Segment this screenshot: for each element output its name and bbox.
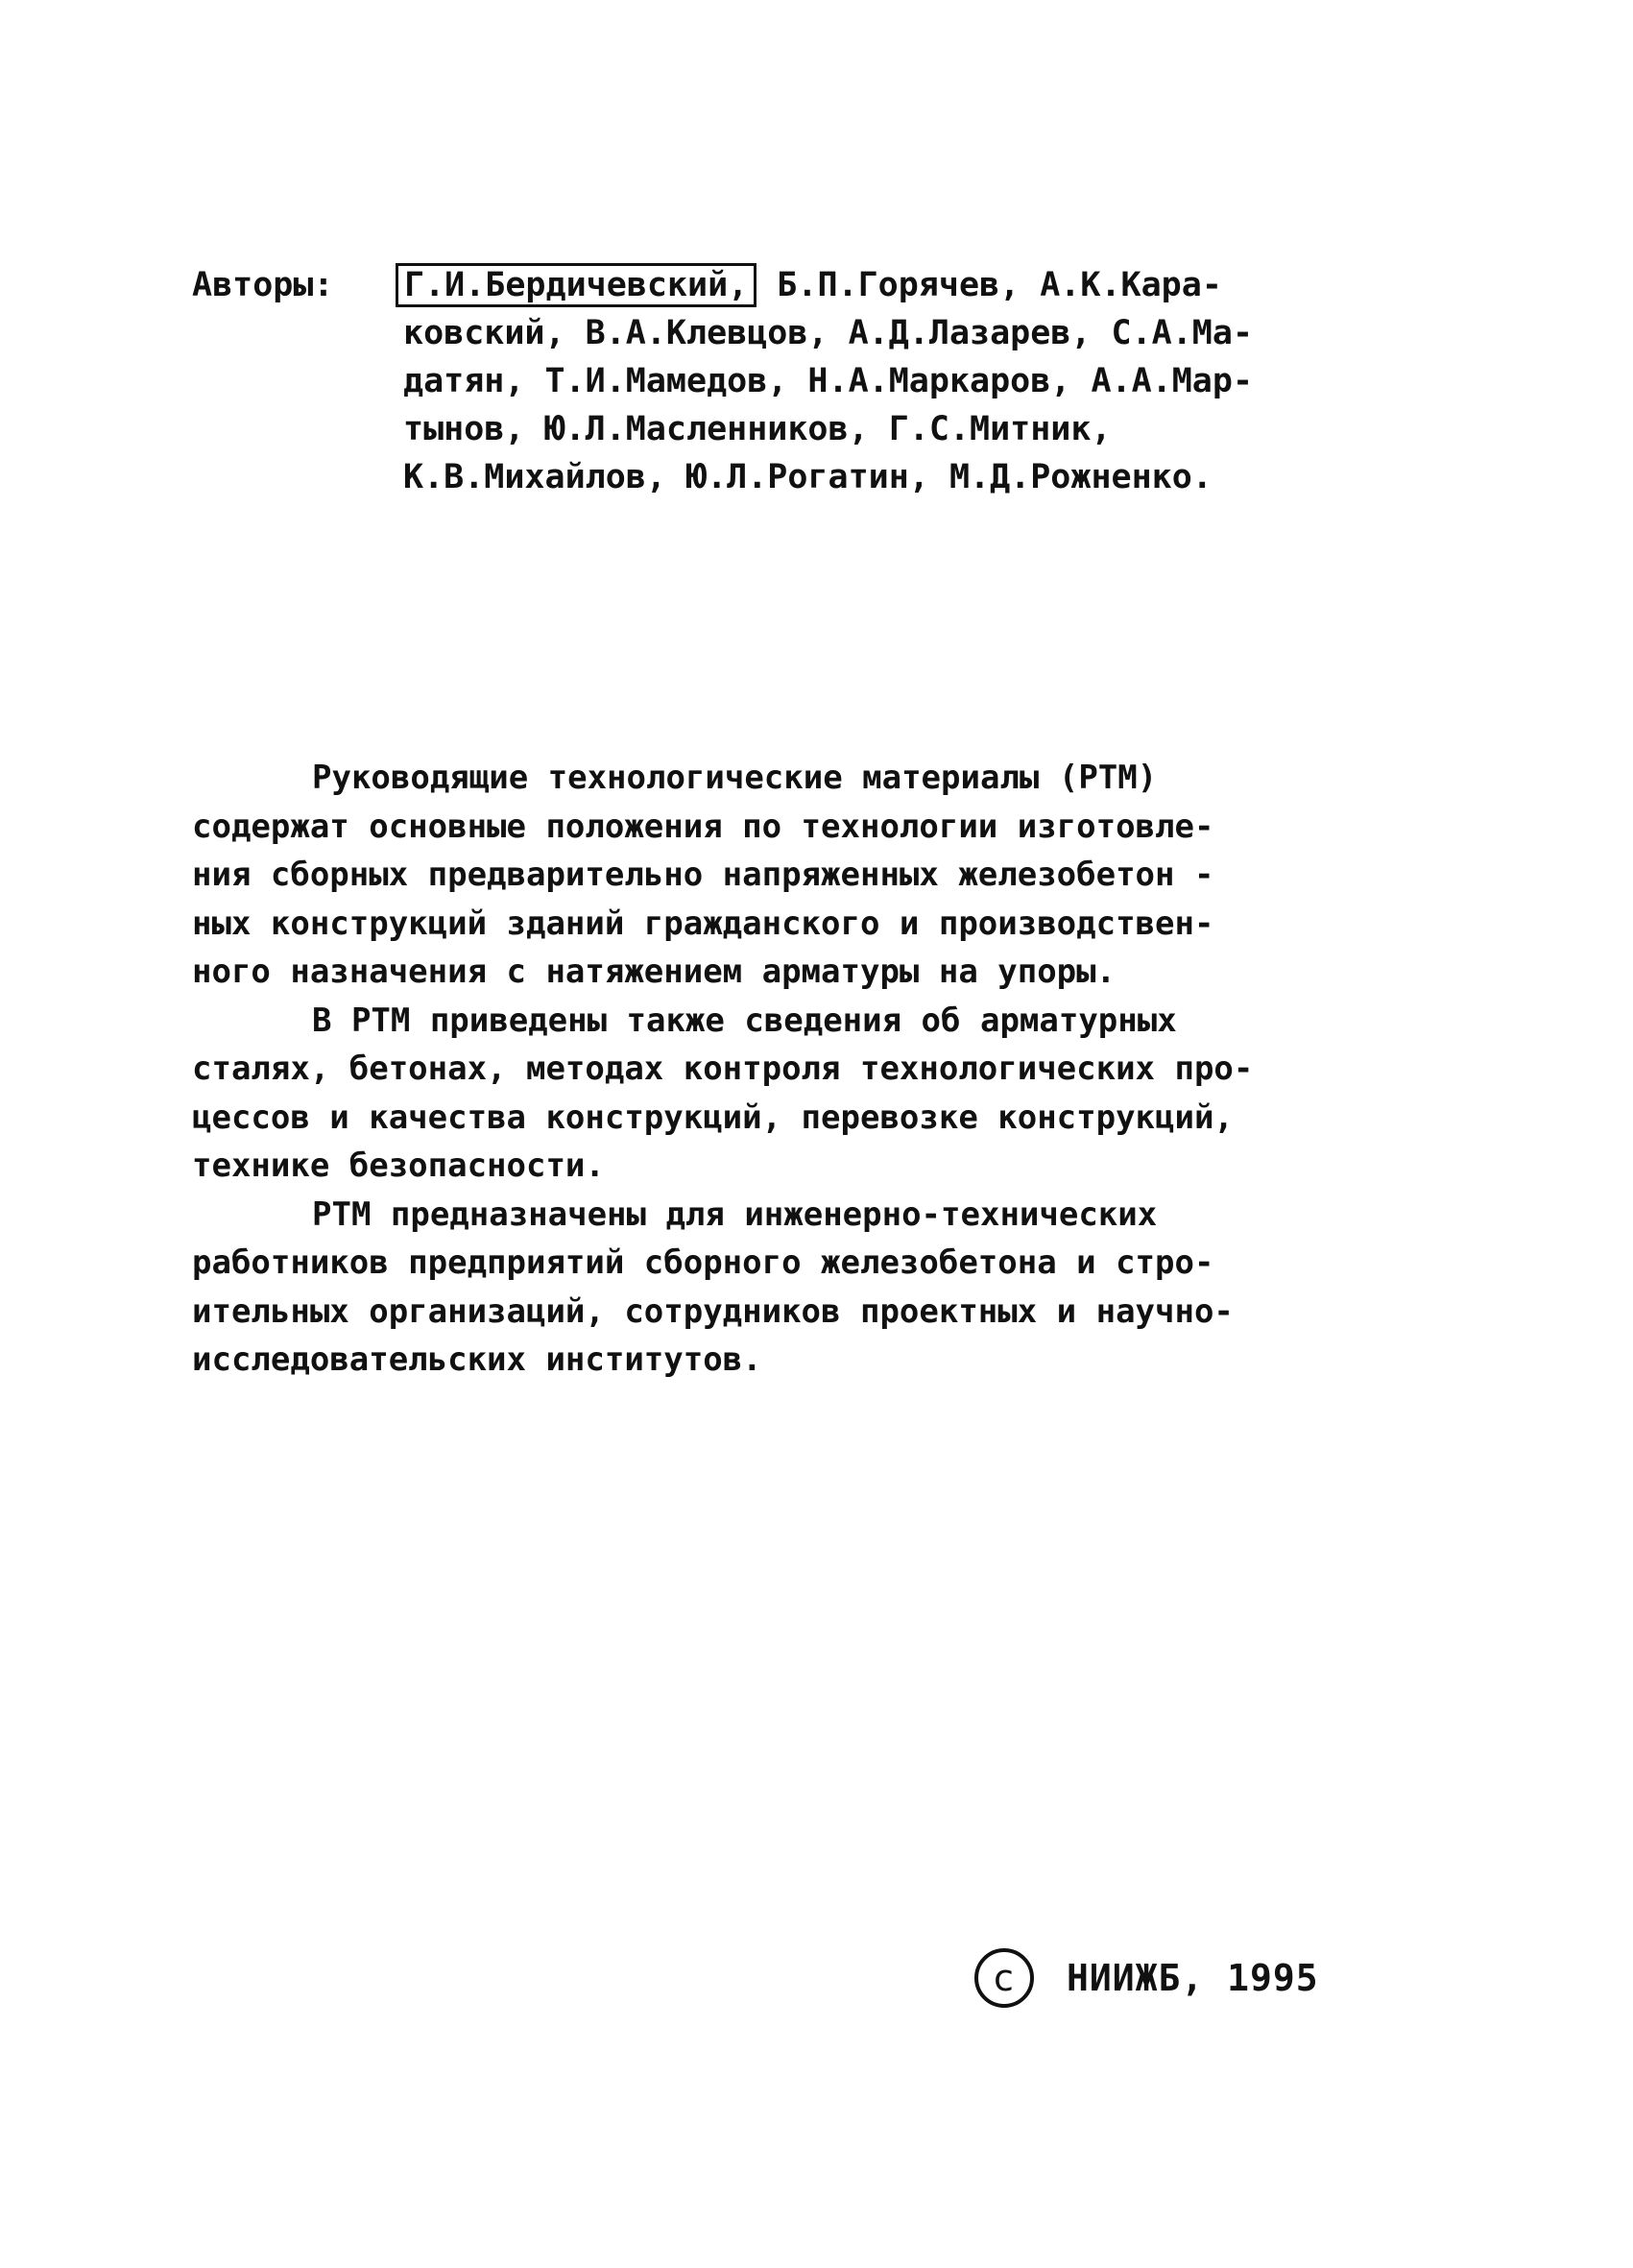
authors-line-1 [403,261,1440,309]
abstract-line: сталях, бетонах, методах контроля технологических про- [192,1050,1254,1088]
abstract-section [192,754,1440,1385]
abstract-line: цессов и качества конструкций, перевозке конструкций, [192,1098,1234,1137]
authors-line-3: датян, Т.И.Мамедов, Н.А.Маркаров, А.А.Мар- [403,362,1254,400]
authors-line-2: ковский, В.А.Клевцов, А.Д.Лазарев, С.А.Ма- [403,314,1254,352]
copyright-icon: c [974,1948,1034,2008]
abstract-line: содержат основные положения по технологии изготовле- [192,807,1214,846]
abstract-line: РТМ предназначены для инженерно-технических [312,1194,1158,1234]
abstract-line: ного назначения с натяжением арматуры на упоры. [192,953,1117,991]
copyright-text: НИИЖБ, 1995 [1067,1957,1319,1999]
abstract-line: технике безопасности. [192,1146,605,1185]
authors-line-5: К.В.Михайлов, Ю.Л.Рогатин, М.Д.Рожненко. [403,458,1213,496]
authors-label: Авторы: [192,266,334,304]
copyright-notice [974,1940,1319,2016]
authors-list [403,261,1440,501]
authors-line-4: тынов, Ю.Л.Масленников, Г.С.Митник, [403,410,1112,448]
abstract-line: ния сборных предварительно напряженных железобетон - [192,856,1214,894]
abstract-line: работников предприятий сборного железобетона и стро- [192,1243,1214,1282]
abstract-line: ительных организаций, сотрудников проектных и научно- [192,1291,1234,1331]
abstract-line: В РТМ приведены также сведения об арматурных [312,1001,1177,1040]
authors-line-1-rest: Б.П.Горячев, А.К.Кара- [756,266,1222,304]
abstract-line: Руководящие технологические материалы (РТМ) [312,759,1158,797]
abstract-line: исследовательских институтов. [192,1340,762,1379]
abstract-line: ных конструкций зданий гражданского и производствен- [192,904,1214,943]
highlighted-author: Г.И.Бердичевский, [396,263,756,307]
